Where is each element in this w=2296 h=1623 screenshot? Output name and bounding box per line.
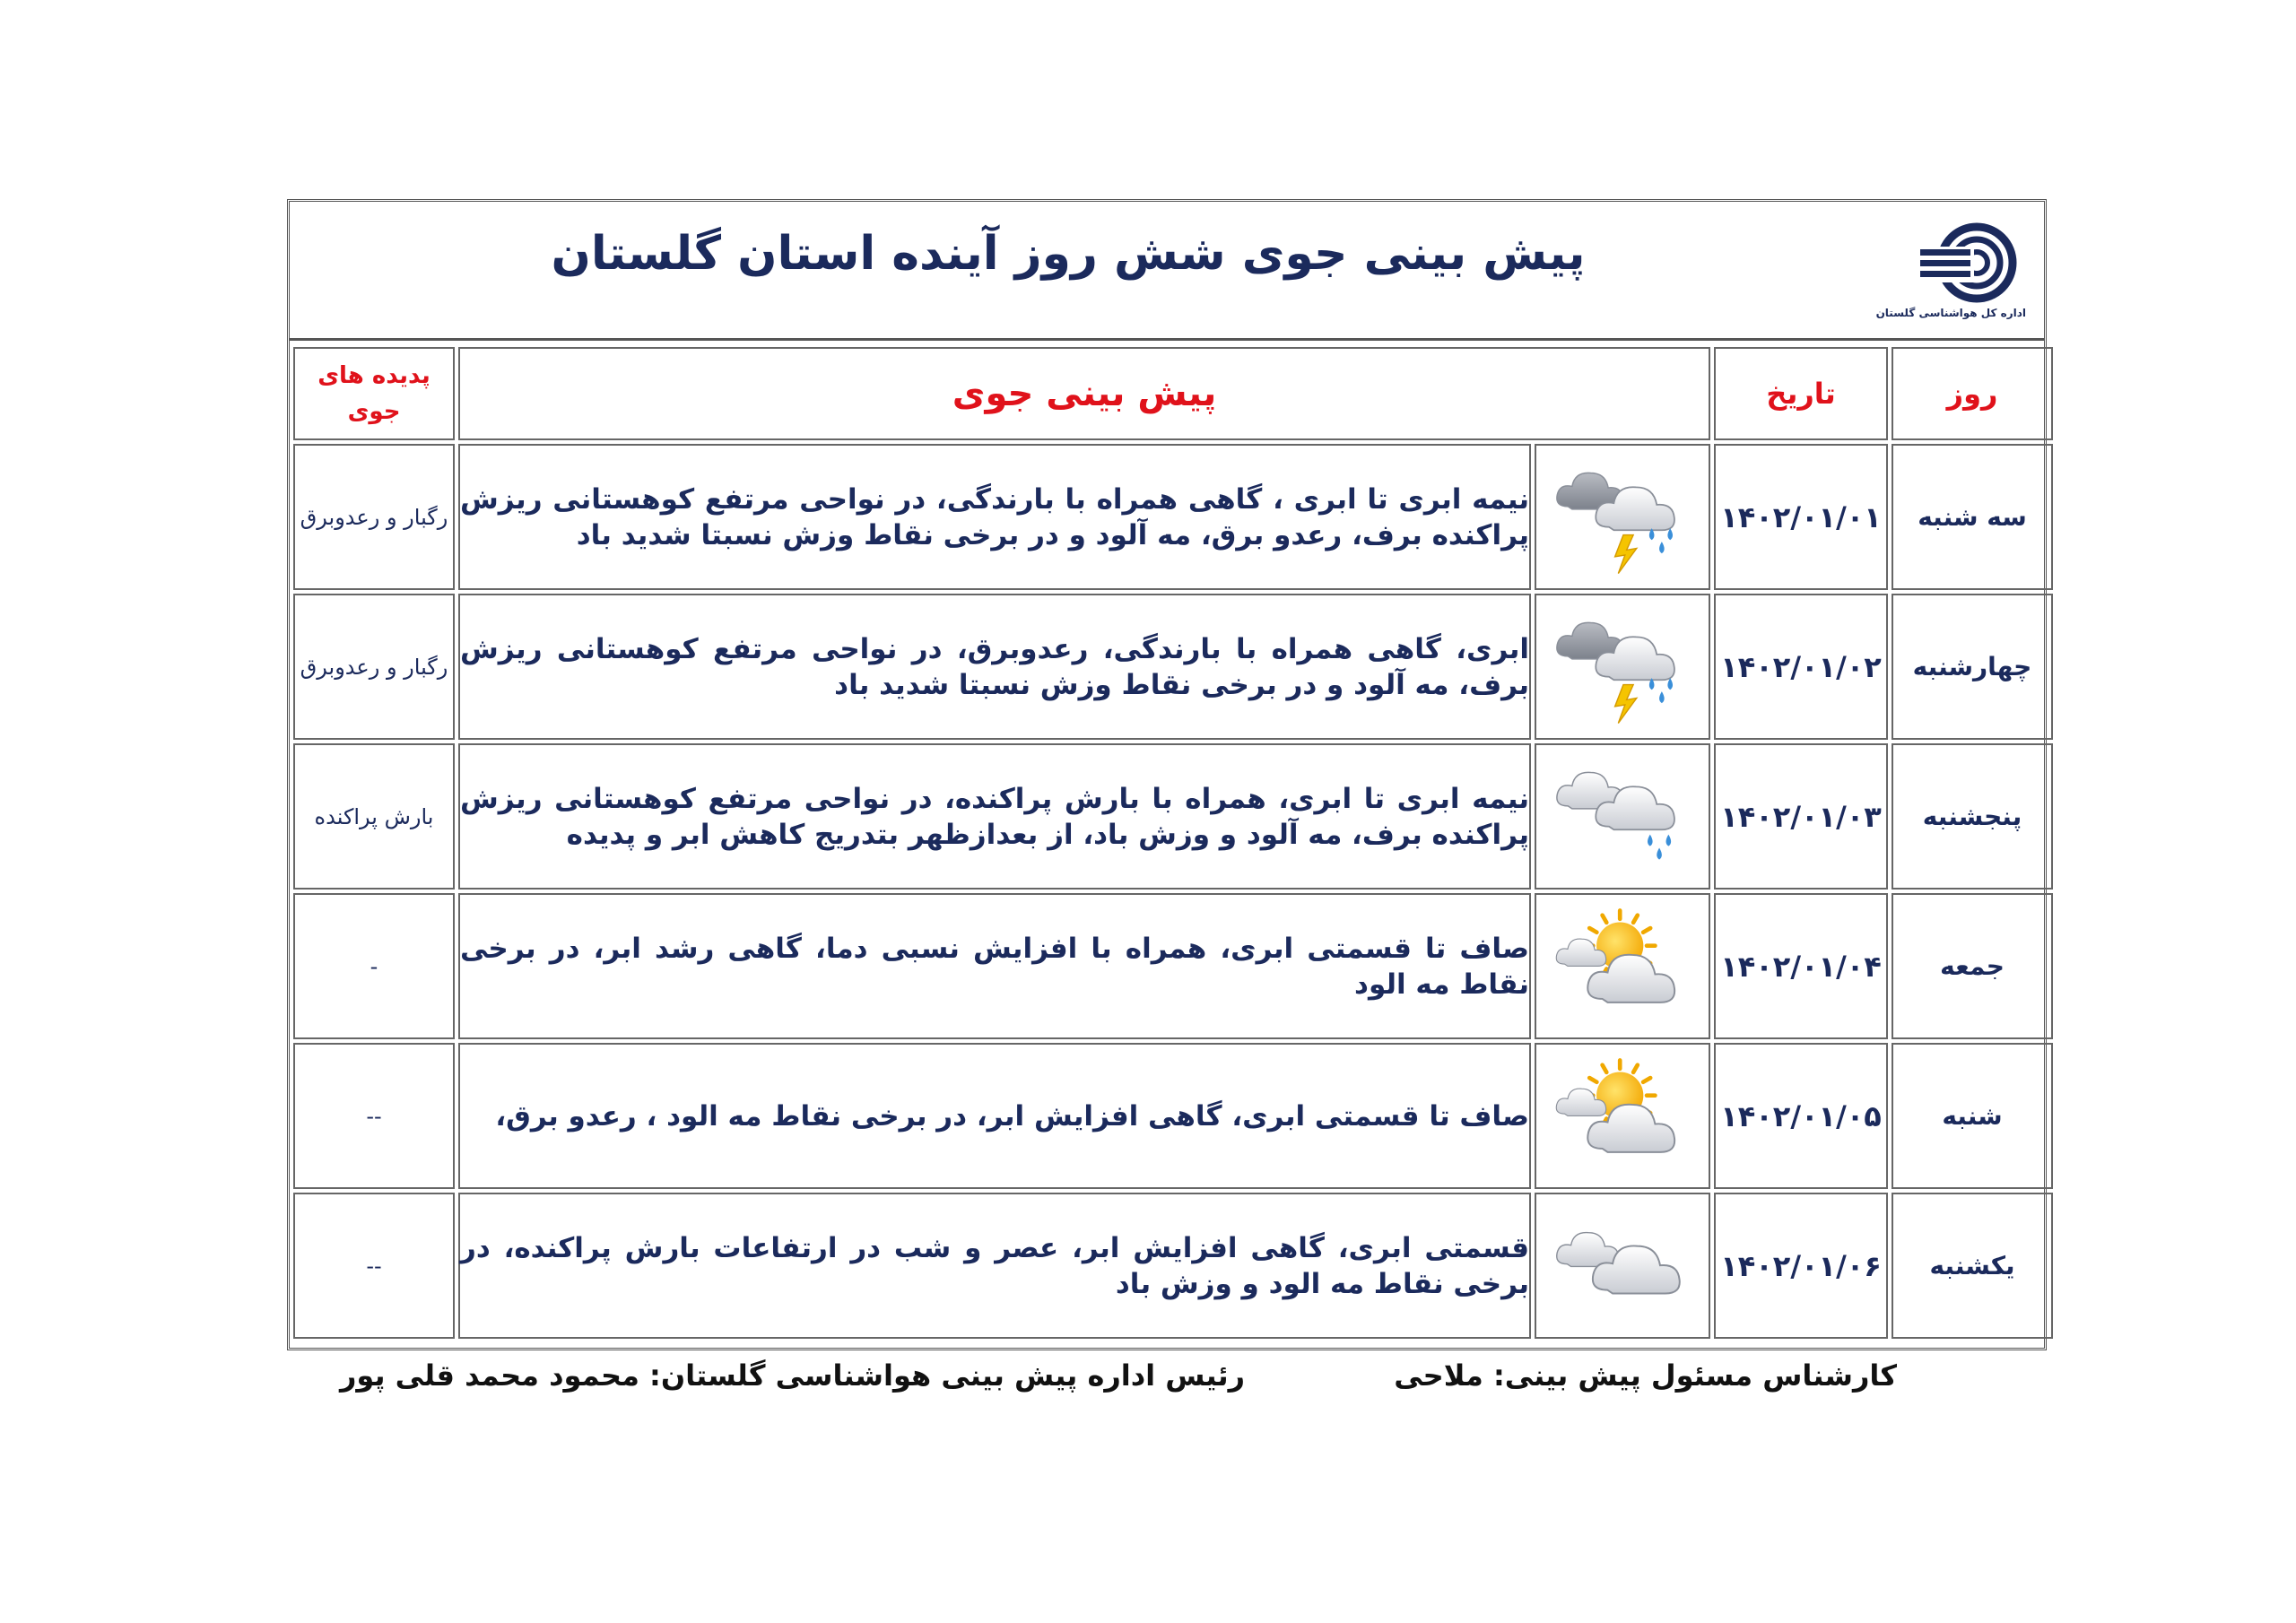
row-phenomena: -- bbox=[293, 1043, 455, 1189]
storm-rain-icon bbox=[1546, 455, 1699, 580]
row-weather-icon-cell bbox=[1535, 1193, 1710, 1339]
row-date: ۱۴۰۲/۰۱/۰۴ bbox=[1714, 893, 1888, 1039]
row-date: ۱۴۰۲/۰۱/۰۲ bbox=[1714, 594, 1888, 740]
row-day: سه شنبه bbox=[1892, 444, 2053, 590]
column-header-date: تاریخ bbox=[1714, 347, 1888, 440]
cloud-rain-icon bbox=[1546, 754, 1699, 880]
meteorological-organization-logo bbox=[1875, 220, 2026, 327]
column-header-day: روز bbox=[1892, 347, 2053, 440]
column-header-phenomena bbox=[293, 347, 455, 440]
partly-sunny-icon bbox=[1546, 904, 1699, 1029]
column-header-forecast: پیش بینی جوی bbox=[458, 347, 1710, 440]
row-phenomena: رگبار و رعدوبرق bbox=[293, 444, 455, 590]
table-row bbox=[293, 1193, 2053, 1339]
row-weather-icon-cell bbox=[1535, 893, 1710, 1039]
row-day: چهارشنبه bbox=[1892, 594, 2053, 740]
row-weather-icon-cell bbox=[1535, 743, 1710, 890]
row-day: یکشنبه bbox=[1892, 1193, 2053, 1339]
row-date: ۱۴۰۲/۰۱/۰۳ bbox=[1714, 743, 1888, 890]
row-forecast: ابری، گاهی همراه با بارندگی، رعدوبرق، در نواحی مرتفع کوهستانی ریزش برف، مه آلود و در برخی نقاط وزش نسبتا شدید باد bbox=[458, 594, 1531, 740]
table-row bbox=[293, 1043, 2053, 1189]
table-header-row bbox=[293, 347, 2053, 440]
cloudy-icon bbox=[1546, 1203, 1699, 1329]
storm-rain-icon bbox=[1546, 604, 1699, 730]
forecast-table bbox=[290, 343, 2057, 1342]
row-date: ۱۴۰۲/۰۱/۰۶ bbox=[1714, 1193, 1888, 1339]
partly-sunny-icon bbox=[1546, 1054, 1699, 1179]
forecaster-signature: کارشناس مسئول پیش بینی: ملاحی bbox=[1394, 1358, 1897, 1393]
row-forecast: صاف تا قسمتی ابری، همراه با افزایش نسبی دما، گاهی رشد ابر، در برخی نقاط مه الود bbox=[458, 893, 1531, 1039]
row-forecast: نیمه ابری تا ابری، همراه با بارش پراکنده، در نواحی مرتفع کوهستانی ریزش پراکنده برف، مه آلود و وزش باد، از بعدازظهر بتدریج کاهش ابر و پدیده bbox=[458, 743, 1531, 890]
row-day: پنجشنبه bbox=[1892, 743, 2053, 890]
department-head-signature: رئیس اداره پیش بینی هواشناسی گلستان: محمود محمد قلی پور bbox=[339, 1358, 1245, 1393]
row-phenomena: بارش پراکنده bbox=[293, 743, 455, 890]
row-phenomena: -- bbox=[293, 1193, 455, 1339]
meteo-logo-icon bbox=[1892, 220, 2026, 305]
phenomena-header-line1: پدیده های bbox=[317, 362, 430, 389]
forecast-frame bbox=[287, 199, 2047, 1350]
table-row bbox=[293, 444, 2053, 590]
row-forecast: نیمه ابری تا ابری ، گاهی همراه با بارندگی، در نواحی مرتفع کوهستانی ریزش پراکنده برف، رعدو برق، مه آلود و در برخی نقاط وزش نسبتا شدید باد bbox=[458, 444, 1531, 590]
table-row bbox=[293, 893, 2053, 1039]
row-weather-icon-cell bbox=[1535, 1043, 1710, 1189]
logo-caption: اداره کل هواشناسی گلستان bbox=[1875, 307, 2026, 319]
row-phenomena: رگبار و رعدوبرق bbox=[293, 594, 455, 740]
row-date: ۱۴۰۲/۰۱/۰۱ bbox=[1714, 444, 1888, 590]
row-date: ۱۴۰۲/۰۱/۰۵ bbox=[1714, 1043, 1888, 1189]
table-row bbox=[293, 594, 2053, 740]
page-title: پیش بینی جوی شش روز آینده استان گلستان bbox=[551, 227, 1586, 281]
row-forecast: صاف تا قسمتی ابری، گاهی افزایش ابر، در برخی نقاط مه الود ، رعدو برق، bbox=[458, 1043, 1531, 1189]
row-weather-icon-cell bbox=[1535, 594, 1710, 740]
table-row bbox=[293, 743, 2053, 890]
row-forecast: قسمتی ابری، گاهی افزایش ابر، عصر و شب در ارتفاعات بارش پراکنده، در برخی نقاط مه الود و وزش باد bbox=[458, 1193, 1531, 1339]
row-weather-icon-cell bbox=[1535, 444, 1710, 590]
row-phenomena: - bbox=[293, 893, 455, 1039]
phenomena-header-line2: جوی bbox=[347, 398, 401, 425]
page-header bbox=[290, 202, 2044, 341]
row-day: جمعه bbox=[1892, 893, 2053, 1039]
row-day: شنبه bbox=[1892, 1043, 2053, 1189]
